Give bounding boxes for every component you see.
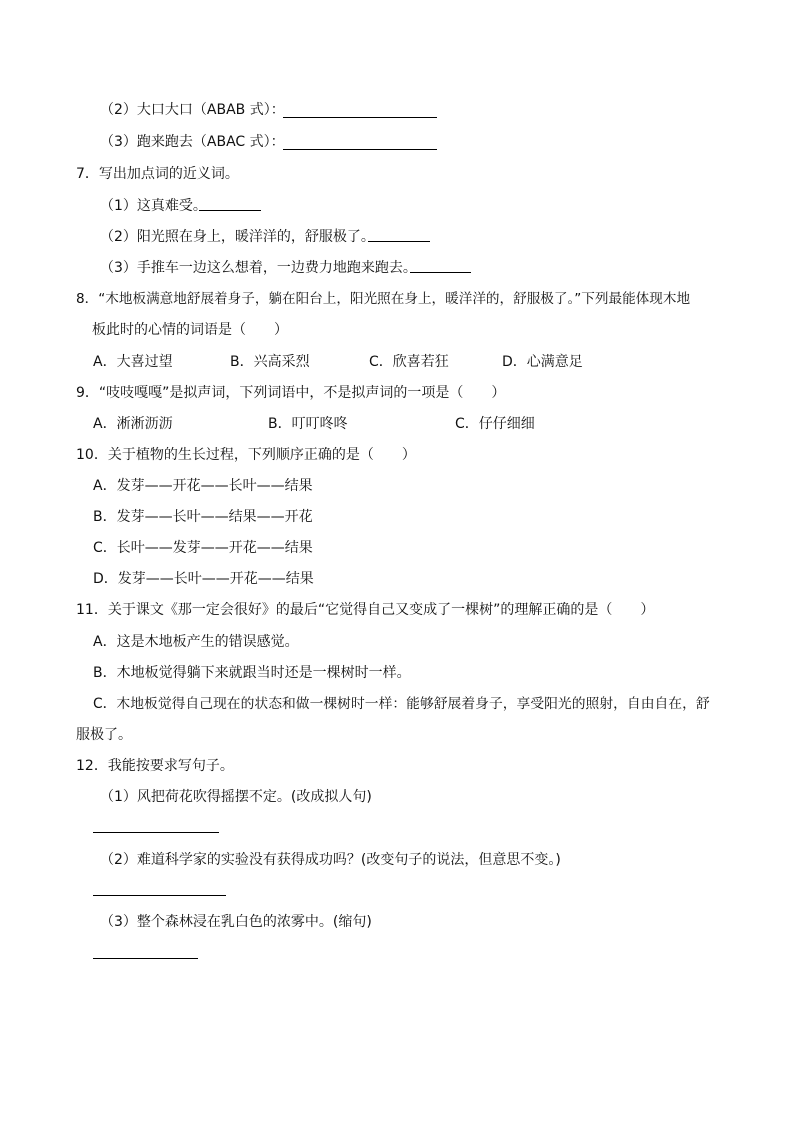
q7-sub1-answer-line[interactable]	[199, 210, 261, 211]
q8-stem-line2: 板此时的心情的词语是（ ）	[92, 322, 288, 338]
q11-option-c[interactable]: C．木地板觉得自己现在的状态和做一棵树时一样：能够舒展着身子，享受阳光的照射，自由自在，舒	[93, 696, 710, 712]
q6-sub2-text: （2）大口大口（ABAB 式）：	[100, 102, 285, 118]
q7-sub2: （2）阳光照在身上，暖洋洋的，舒服极了。	[100, 229, 375, 245]
q7-sub3: （3）手推车一边这么想着，一边费力地跑来跑去。	[100, 260, 417, 276]
q9-option-b[interactable]: B．叮叮咚咚	[268, 416, 348, 432]
q6-sub3-answer-line[interactable]	[283, 149, 437, 150]
q12-sub1: （1）风把荷花吹得摇摆不定。(改成拟人句)	[100, 789, 372, 805]
q7-stem: 7．写出加点词的近义词。	[76, 166, 239, 182]
q10-option-c[interactable]: C．长叶——发芽——开花——结果	[93, 540, 313, 556]
q11-option-b[interactable]: B．木地板觉得躺下来就跟当时还是一棵树时一样。	[93, 665, 411, 681]
q12-sub1-answer-line[interactable]	[93, 832, 219, 833]
q12-stem: 12．我能按要求写句子。	[76, 758, 234, 774]
q8-option-c[interactable]: C．欣喜若狂	[369, 354, 449, 370]
q12-sub3: （3）整个森林浸在乳白色的浓雾中。(缩句)	[100, 914, 372, 930]
q8-stem-line1: 8．“木地板满意地舒展着身子，躺在阳台上，阳光照在身上，暖洋洋的，舒服极了。”下列最能体现木地	[76, 291, 691, 307]
q9-option-a[interactable]: A．淅淅沥沥	[93, 416, 173, 432]
q7-sub2-answer-line[interactable]	[368, 241, 430, 242]
q7-sub1: （1）这真难受。	[100, 198, 207, 214]
q8-option-d[interactable]: D．心满意足	[502, 354, 583, 370]
q10-option-b[interactable]: B．发芽——长叶——结果——开花	[93, 509, 313, 525]
q8-option-a[interactable]: A．大喜过望	[93, 354, 173, 370]
q10-stem: 10．关于植物的生长过程，下列顺序正确的是（ ）	[76, 447, 416, 463]
q8-option-b[interactable]: B．兴高采烈	[230, 354, 310, 370]
q6-sub3-text: （3）跑来跑去（ABAC 式）：	[100, 134, 285, 150]
q6-sub2-answer-line[interactable]	[283, 117, 437, 118]
q12-sub2-answer-line[interactable]	[93, 895, 226, 896]
q6-sub3	[100, 132, 285, 152]
q11-option-c-continued: 服极了。	[76, 727, 132, 743]
q9-option-c[interactable]: C．仔仔细细	[455, 416, 535, 432]
q11-stem: 11．关于课文《那一定会很好》的最后“它觉得自己又变成了一棵树”的理解正确的是（ ）	[76, 602, 655, 618]
q12-sub2: （2）难道科学家的实验没有获得成功吗？(改变句子的说法，但意思不变。)	[100, 852, 561, 868]
q12-sub3-answer-line[interactable]	[93, 958, 198, 959]
q10-option-a[interactable]: A．发芽——开花——长叶——结果	[93, 478, 313, 494]
q10-option-d[interactable]: D．发芽——长叶——开花——结果	[93, 571, 314, 587]
q11-option-a[interactable]: A．这是木地板产生的错误感觉。	[93, 634, 299, 650]
q9-stem: 9．“吱吱嘎嘎”是拟声词，下列词语中，不是拟声词的一项是（ ）	[76, 385, 506, 401]
q7-sub3-answer-line[interactable]	[410, 272, 471, 273]
q6-sub2	[100, 100, 285, 120]
